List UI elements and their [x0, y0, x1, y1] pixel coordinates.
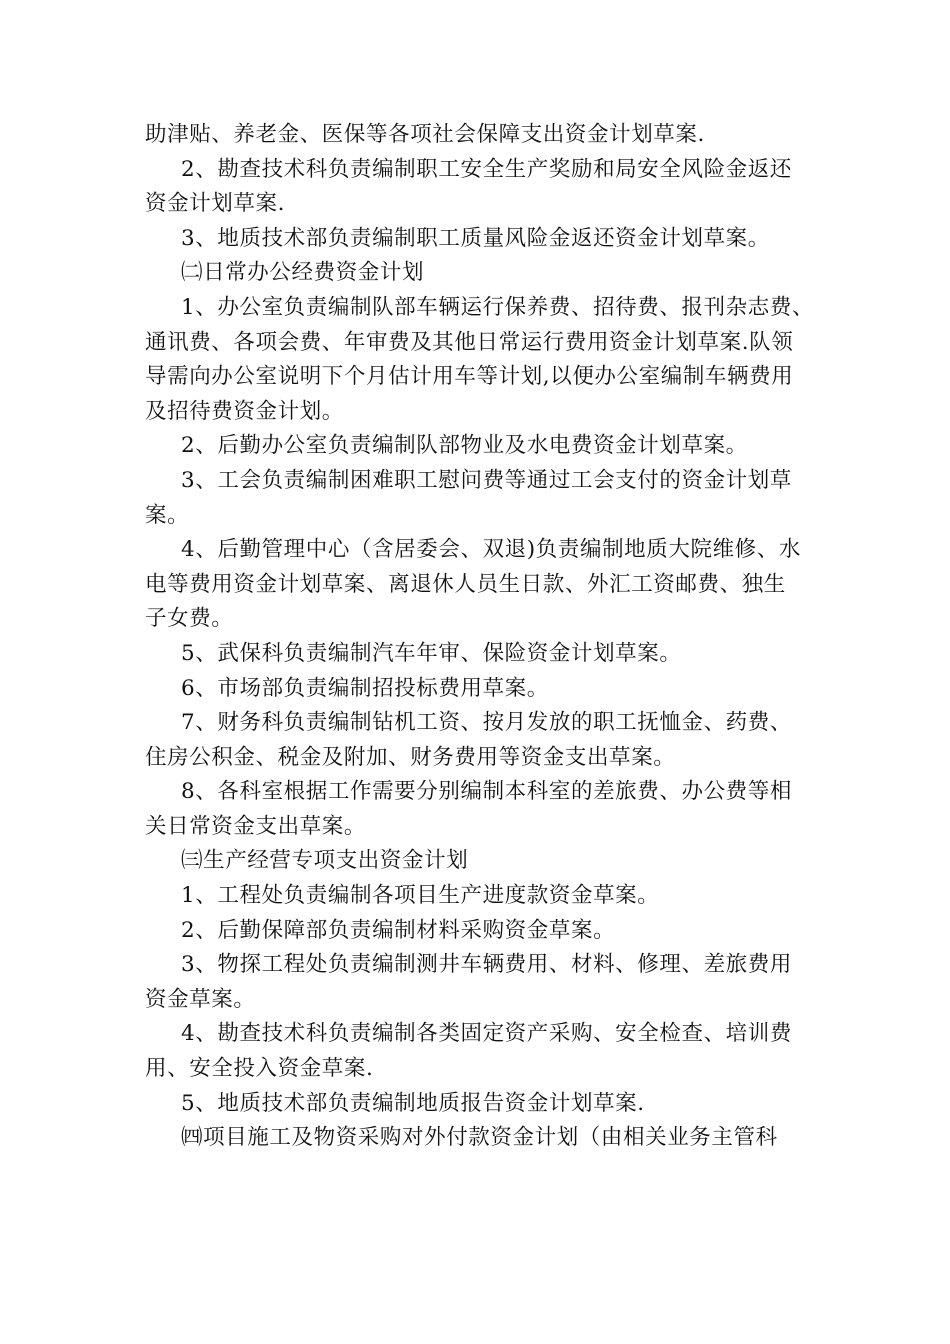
text-line: 电等费用资金计划草案、离退休人员生日款、外汇工资邮费、独生	[145, 571, 786, 597]
text-line: 3、工会负责编制困难职工慰问费等通过工会支付的资金计划草	[181, 467, 792, 493]
text-line: 1、工程处负责编制各项目生产进度款资金草案。	[181, 883, 660, 909]
text-line: 2、勘查技术科负责编制职工安全生产奖励和局安全风险金返还	[181, 156, 792, 182]
text-line: 5、武保科负责编制汽车年审、保险资金计划草案。	[181, 640, 682, 666]
text-line: 2、后勤保障部负责编制材料采购资金草案。	[181, 917, 616, 943]
text-line: 关日常资金支出草案。	[145, 813, 367, 839]
text-line: 6、市场部负责编制招投标费用草案。	[181, 675, 549, 701]
text-line: 资金计划草案.	[145, 191, 286, 217]
section-heading: ㈡日常办公经费资金计划	[181, 260, 425, 286]
text-line: 3、地质技术部负责编制职工质量风险金返还资金计划草案。	[181, 225, 770, 251]
section-heading: ㈢生产经营专项支出资金计划	[181, 848, 469, 874]
text-line: 导需向办公室说明下个月估计用车等计划,以便办公室编制车辆费用	[145, 364, 794, 390]
text-line: 4、后勤管理中心（含居委会、双退)负责编制地质大院维修、水	[181, 537, 801, 563]
text-line: 案。	[145, 502, 190, 528]
section-heading: ㈣项目施工及物资采购对外付款资金计划（由相关业务主管科	[181, 1125, 778, 1151]
text-line: 3、物探工程处负责编制测井车辆费用、材料、修理、差旅费用	[181, 952, 792, 978]
text-line: 5、地质技术部负责编制地质报告资金计划草案.	[181, 1090, 645, 1116]
text-line: 助津贴、养老金、医保等各项社会保障支出资金计划草案.	[145, 122, 705, 147]
text-line: 住房公积金、税金及附加、财务费用等资金支出草案。	[145, 744, 676, 770]
document-page	[0, 118, 950, 1156]
text-line: 子女费。	[145, 606, 234, 632]
text-line: 资金草案。	[145, 986, 256, 1012]
text-line: 2、后勤办公室负责编制队部物业及水电费资金计划草案。	[181, 433, 748, 459]
text-line: 7、财务科负责编制钻机工资、按月发放的职工抚恤金、药费、	[181, 710, 792, 736]
text-line: 通讯费、各项会费、年审费及其他日常运行费用资金计划草案.队领	[145, 329, 794, 355]
text-line: 8、各科室根据工作需要分别编制本科室的差旅费、办公费等相	[181, 779, 792, 805]
text-line: 用、安全投入资金草案.	[145, 1056, 374, 1082]
text-line: 及招待费资金计划。	[145, 398, 344, 424]
text-line: 1、办公室负责编制队部车辆运行保养费、招待费、报刊杂志费、	[181, 294, 815, 320]
text-line: 4、勘查技术科负责编制各类固定资产采购、安全检查、培训费	[181, 1021, 792, 1047]
